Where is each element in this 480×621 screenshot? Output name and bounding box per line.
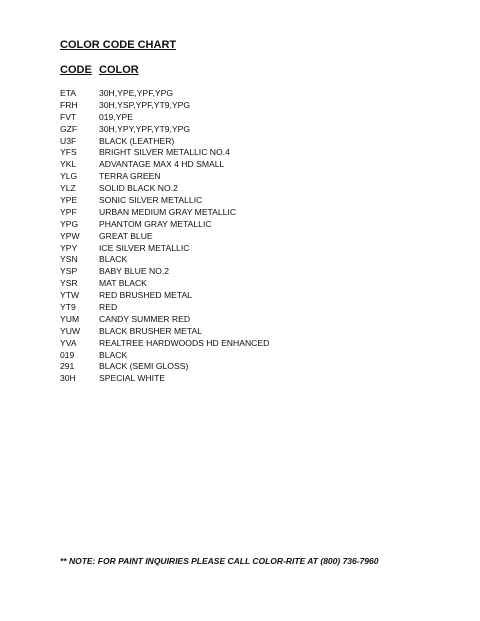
page-title: COLOR CODE CHART <box>60 39 177 51</box>
table-row <box>60 124 460 136</box>
table-row <box>60 100 460 112</box>
header-color: COLOR <box>99 64 139 76</box>
color-name: GREAT BLUE <box>99 230 153 241</box>
color-name: ICE SILVER METALLIC <box>99 242 190 253</box>
color-name: SPECIAL WHITE <box>99 373 166 384</box>
color-code: YUW <box>60 325 81 336</box>
color-code: FVT <box>60 111 77 122</box>
color-name: CANDY SUMMER RED <box>99 313 191 324</box>
color-name: 30H,YSP,YPF,YT9,YPG <box>99 99 191 110</box>
color-name: BLACK BRUSHER METAL <box>99 325 202 336</box>
table-row <box>60 231 460 243</box>
table-row <box>60 338 460 350</box>
table-row <box>60 112 460 124</box>
table-row <box>60 183 460 195</box>
color-code: YSP <box>60 266 78 277</box>
color-code: YLZ <box>60 183 76 194</box>
table-row <box>60 314 460 326</box>
color-code: FRH <box>60 99 78 110</box>
table-row <box>60 350 460 362</box>
color-name: BLACK <box>99 254 128 265</box>
color-name: TERRA GREEN <box>99 171 161 182</box>
color-name: BLACK (LEATHER) <box>99 135 175 146</box>
table-row <box>60 171 460 183</box>
color-code: YVA <box>60 337 77 348</box>
color-name: 30H,YPY,YPF,YT9,YPG <box>99 123 191 134</box>
table-row <box>60 195 460 207</box>
table-row <box>60 88 460 100</box>
color-code: YPW <box>60 230 80 241</box>
color-code: YTW <box>60 290 80 301</box>
color-name: PHANTOM GRAY METALLIC <box>99 218 212 229</box>
color-code: YPY <box>60 242 78 253</box>
color-name: SONIC SILVER METALLIC <box>99 195 203 206</box>
color-name: RED BRUSHED METAL <box>99 290 192 301</box>
color-code: YPF <box>60 206 77 217</box>
color-code: YPE <box>60 195 78 206</box>
color-code: YKL <box>60 159 77 170</box>
color-name: RED <box>99 302 118 313</box>
color-code: 291 <box>60 361 75 372</box>
header-code: CODE <box>60 64 92 76</box>
color-code: YT9 <box>60 302 76 313</box>
color-code: GZF <box>60 123 78 134</box>
table-row <box>60 266 460 278</box>
table-row <box>60 219 460 231</box>
color-name: SOLID BLACK NO.2 <box>99 183 178 194</box>
paint-inquiry-note: ** NOTE: FOR PAINT INQUIRIES PLEASE CALL COLOR-RITE AT (800) 736-7960 <box>60 556 379 566</box>
table-row <box>60 136 460 148</box>
table-row <box>60 361 460 373</box>
table-row <box>60 254 460 266</box>
table-row <box>60 302 460 314</box>
color-name: BLACK (SEMI GLOSS) <box>99 361 189 372</box>
table-row <box>60 278 460 290</box>
color-code: 30H <box>60 373 76 384</box>
table-row <box>60 147 460 159</box>
table-row <box>60 373 460 385</box>
color-name: ADVANTAGE MAX 4 HD SMALL <box>99 159 225 170</box>
color-name: BLACK <box>99 349 128 360</box>
color-name: URBAN MEDIUM GRAY METALLIC <box>99 206 237 217</box>
color-name: MAT BLACK <box>99 278 147 289</box>
color-name: BABY BLUE NO.2 <box>99 266 170 277</box>
table-row <box>60 290 460 302</box>
color-code: YSN <box>60 254 78 265</box>
color-code: YFS <box>60 147 77 158</box>
table-row <box>60 159 460 171</box>
color-name: 019,YPE <box>99 111 133 122</box>
color-code: 019 <box>60 349 75 360</box>
color-name: 30H,YPE,YPF,YPG <box>99 88 174 98</box>
table-row <box>60 243 460 255</box>
color-code: YLG <box>60 171 78 182</box>
color-code: YSR <box>60 278 78 289</box>
color-name: REALTREE HARDWOODS HD ENHANCED <box>99 337 270 348</box>
table-row <box>60 207 460 219</box>
color-name: BRIGHT SILVER METALLIC NO.4 <box>99 147 230 158</box>
color-table <box>60 88 460 385</box>
table-row <box>60 326 460 338</box>
color-code: U3F <box>60 135 77 146</box>
color-code: YUM <box>60 313 80 324</box>
color-code: YPG <box>60 218 79 229</box>
color-code: ETA <box>60 88 77 98</box>
